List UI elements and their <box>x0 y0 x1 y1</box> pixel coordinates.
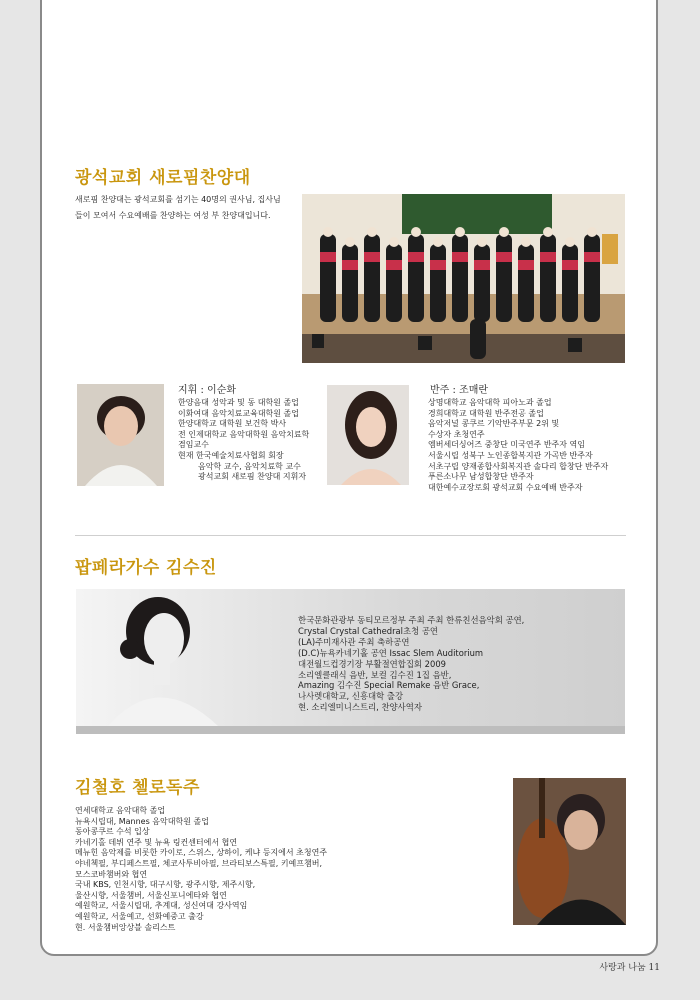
cello-bio <box>75 806 327 933</box>
conductor-bio-line: 한양음대 성악과 및 동 대학원 졸업 <box>178 398 299 407</box>
cello-bio-line: 울산시향, 서울챔버, 서울신포니에타와 협연 <box>75 890 227 900</box>
popera-bio-line: 소리엘클래식 음반, 보컬 김수진 1집 음반, <box>298 669 452 680</box>
accompanist-bio-line: 경희대학교 대학원 반주전공 졸업 <box>428 408 544 418</box>
accompanist-bio <box>428 398 608 493</box>
accompanist-bio-line: 서초구립 양재종합사회복지관 솔다리 합창단 반주자 <box>428 461 609 471</box>
section-divider <box>75 535 626 536</box>
popera-bio-line: 대전월드컵경기장 부활절연합집회 2009 <box>298 658 446 669</box>
accompanist-label: 반주 : 조매란 <box>430 385 489 396</box>
popera-bio-line: 현. 소리엘미니스트리, 찬양사역자 <box>298 702 422 713</box>
cello-bio-line: 동아콩쿠르 수석 입상 <box>75 827 150 837</box>
accompanist-bio-line: 상명대학교 음악대학 피아노과 졸업 <box>428 398 552 407</box>
cello-bio-line: 카네기홀 데뷔 연주 및 뉴욕 링컨센터에서 협연 <box>75 837 238 847</box>
conductor-bio <box>178 398 309 483</box>
choir-photo <box>302 194 625 363</box>
popera-bio-line: Amazing 김수진 Special Remake 음반 Grace, <box>298 680 480 691</box>
cello-bio-line: 현. 서울챔버앙상블 솔리스트 <box>75 922 176 932</box>
accompanist-bio-line: 서울시립 성북구 노인종합복지관 가곡반 반주자 <box>428 450 593 460</box>
accompanist-bio-line: 음악저널 콩쿠르 기악반주부문 2위 및 <box>428 419 560 429</box>
popera-bio-line: 한국문화관광부 동티모르정부 주최 주최 한류친선음악회 공연, <box>298 615 525 625</box>
cello-bio-line: 예원학교, 서울시립대, 추계대, 성신여대 강사역임 <box>75 901 248 911</box>
cello-bio-line: 뉴욕시립대, Mannes 음악대학원 졸업 <box>75 816 209 826</box>
accompanist-bio-line: 엠버세더싱어즈 중창단 미국연주 반주자 역임 <box>428 440 586 450</box>
cello-bio-line: 모스코바챔버와 협연 <box>75 869 148 879</box>
popera-bio-line: 나사렛대학교, 신흥대학 출강 <box>298 691 404 702</box>
conductor-bio-line: 현재 한국예술치료사협회 회장 <box>178 450 284 460</box>
conductor-bio-line: 겸임교수 <box>178 440 209 450</box>
accompanist-bio-line: 푸른소나무 남성합창단 반주자 <box>428 472 534 482</box>
cello-bio-line: 메뉴힌 음악제를 비롯한 카이로, 스위스, 상하이, 케냐 등지에서 초청연주 <box>75 848 328 858</box>
choir-photo-illustration <box>302 194 625 363</box>
popera-bio <box>298 615 524 713</box>
conductor-bio-line: 광석교회 새로핌 찬양대 지휘자 <box>198 472 307 482</box>
accompanist-bio-line: 대한예수교장로회 광석교회 수요예배 반주자 <box>428 482 583 492</box>
conductor-bio-line: 음악학 교수, 음악치료학 교수 <box>198 461 301 471</box>
page-footer: 사랑과 나눔 11 <box>599 963 660 973</box>
cello-bio-line: 야네첵필, 부디페스트필, 체코사투비아필, 브라티보스특필, 키예프챔버, <box>75 858 322 868</box>
conductor-photo <box>77 384 164 486</box>
choir-intro: 새로핌 찬양대는 광석교회를 섬기는 40명의 권사님, 집사님들이 모여서 수요예배를 찬양하는 여성 부 찬양대입니다. <box>75 195 281 220</box>
popera-band-bar <box>76 726 625 734</box>
conductor-bio-line: 한양대학교 대학원 보건학 박사 <box>178 419 287 429</box>
cellist-portrait-illustration <box>513 778 626 925</box>
accompanist-portrait-illustration <box>327 385 409 485</box>
cellist-photo <box>513 778 626 925</box>
conductor-bio-line: 이화여대 음악치료교육대학원 졸업 <box>178 408 300 418</box>
cello-bio-line: 예원학교, 서울예고, 선화예중고 출강 <box>75 911 204 921</box>
cello-bio-line: 연세대학교 음악대학 졸업 <box>75 806 166 815</box>
conductor-label: 지휘 : 이순화 <box>178 385 237 396</box>
section-title-popera: 팝페라가수 김수진 <box>75 558 217 578</box>
accompanist-bio-line: 수상자 초청연주 <box>428 429 485 439</box>
cello-bio-line: 국내 KBS, 인천시향, 대구시향, 광주시향, 제주시향, <box>75 880 256 890</box>
conductor-portrait-illustration <box>77 384 164 486</box>
section-title-choir: 광석교회 새로핌찬양대 <box>75 168 251 188</box>
popera-bio-line: Crystal Crystal Cathedral초청 공연 <box>298 625 438 636</box>
popera-bio-line: (LA)주미재사관 주최 축하공연 <box>298 636 410 647</box>
accompanist-photo <box>327 385 409 485</box>
conductor-bio-line: 전 인제대학교 음악대학원 음악치료학 <box>178 429 310 439</box>
popera-bio-line: (D.C)뉴욕카네기홀 공연 Issac Slem Auditorium <box>298 647 484 658</box>
section-title-cello: 김철호 첼로독주 <box>75 778 200 798</box>
popera-portrait-illustration <box>98 589 228 726</box>
